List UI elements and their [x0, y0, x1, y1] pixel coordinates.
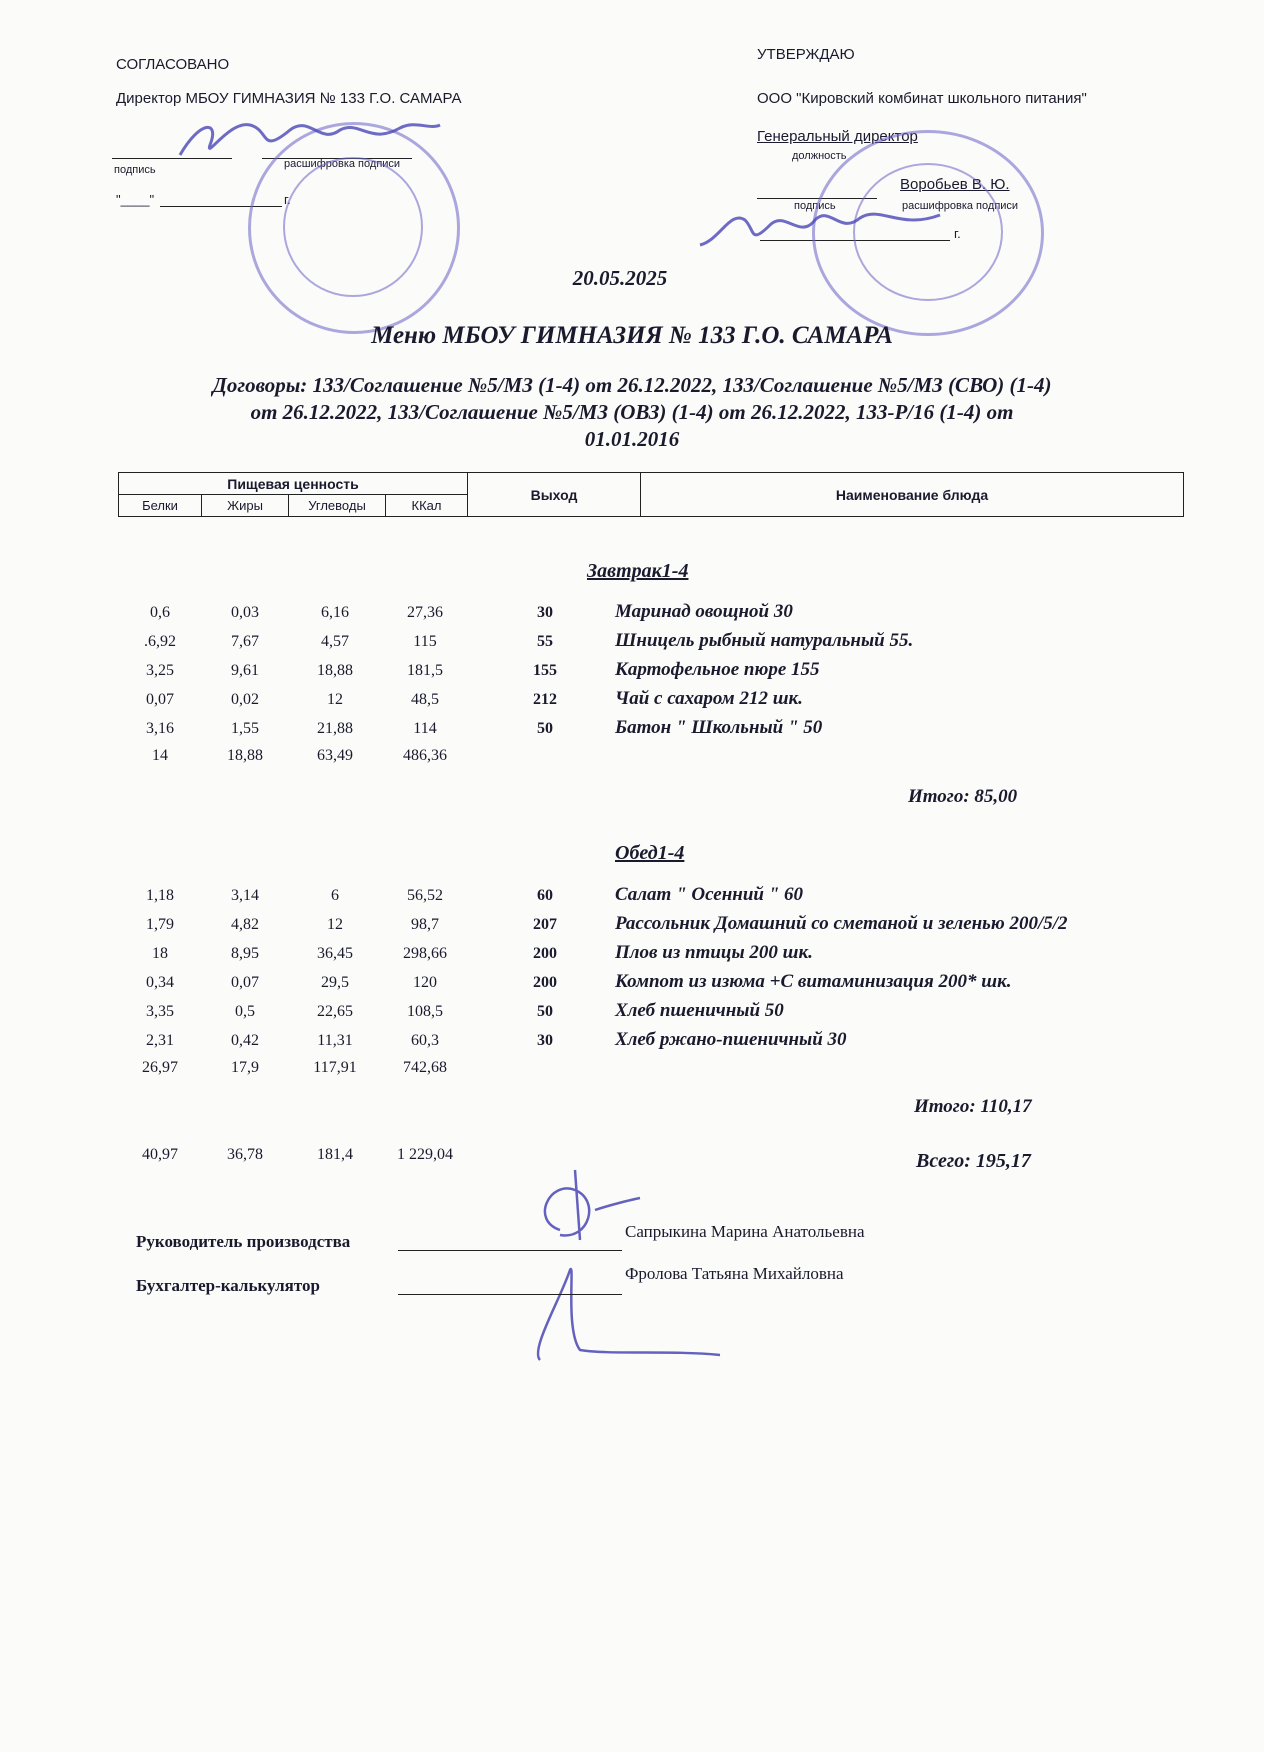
kcal-cell: 48,5	[411, 691, 439, 708]
output-cell: 200	[533, 974, 557, 991]
kcal-cell: 60,3	[411, 1032, 439, 1049]
kcal-sum: 486,36	[403, 747, 447, 764]
dish-name: Батон " Школьный " 50	[615, 717, 823, 738]
agreed-position: Директор МБОУ ГИМНАЗИЯ № 133 Г.О. САМАРА	[116, 90, 462, 107]
approve-signature-caption: подпись	[794, 200, 836, 212]
kcal-cell: 114	[413, 720, 437, 737]
output-cell: 30	[537, 1032, 553, 1049]
kcal-cell: 98,7	[411, 916, 439, 933]
kcal-cell: 298,66	[403, 945, 447, 962]
dish-name: Шницель рыбный натуральный 55.	[615, 630, 914, 651]
carbs-grand: 181,4	[317, 1146, 353, 1163]
proteins-cell: 0,6	[150, 604, 170, 621]
output-cell: 60	[537, 887, 553, 904]
fats-cell: 0,42	[231, 1032, 259, 1049]
header-dish-name: Наименование блюда	[641, 473, 1184, 517]
fats-cell: 7,67	[231, 633, 259, 650]
accountant-role: Бухгалтер-калькулятор	[136, 1276, 320, 1295]
output-cell: 200	[533, 945, 557, 962]
dish-name: Рассольник Домашний со сметаной и зеленью 200/5/2	[615, 913, 1068, 934]
carbs-cell: 4,57	[321, 633, 349, 650]
kcal-sum: 742,68	[403, 1059, 447, 1076]
dish-name: Хлеб пшеничный 50	[615, 1000, 784, 1021]
approve-name: Воробьев В. Ю.	[900, 176, 1010, 193]
dish-name: Плов из птицы 200 шк.	[615, 942, 813, 963]
output-cell: 207	[533, 916, 557, 933]
carbs-cell: 12	[327, 916, 343, 933]
kcal-grand: 1 229,04	[397, 1146, 453, 1163]
fats-cell: 0,02	[231, 691, 259, 708]
approve-position: Генеральный директор	[757, 128, 918, 145]
approve-position-caption: должность	[792, 150, 847, 162]
carbs-cell: 29,5	[321, 974, 349, 991]
header-proteins: Белки	[119, 495, 202, 517]
output-cell: 55	[537, 633, 553, 650]
dish-name: Маринад овощной 30	[615, 601, 793, 622]
header-nutrition: Пищевая ценность	[119, 473, 468, 495]
fats-cell: 0,07	[231, 974, 259, 991]
carbs-cell: 11,31	[317, 1032, 353, 1049]
grand-total: Всего: 195,17	[916, 1150, 1031, 1172]
dish-name: Картофельное пюре 155	[615, 659, 820, 680]
proteins-cell: .6,92	[144, 633, 176, 650]
proteins-cell: 2,31	[146, 1032, 174, 1049]
dish-name: Салат " Осенний " 60	[615, 884, 803, 905]
table-row	[0, 687, 1264, 715]
kcal-cell: 56,52	[407, 887, 443, 904]
table-row	[0, 658, 1264, 686]
proteins-cell: 1,18	[146, 887, 174, 904]
fats-cell: 3,14	[231, 887, 259, 904]
proteins-cell: 0,34	[146, 974, 174, 991]
agreed-decode-caption: расшифровка подписи	[284, 158, 401, 170]
agreed-heading: СОГЛАСОВАНО	[116, 56, 230, 73]
table-row	[0, 999, 1264, 1027]
table-row	[0, 912, 1264, 940]
production-role: Руководитель производства	[136, 1232, 351, 1251]
proteins-cell: 1,79	[146, 916, 174, 933]
approve-year-suffix: г.	[954, 226, 961, 241]
fats-sum: 17,9	[231, 1059, 259, 1076]
output-cell: 212	[533, 691, 557, 708]
carbs-cell: 18,88	[317, 662, 353, 679]
fats-cell: 1,55	[231, 720, 259, 737]
carbs-sum: 63,49	[317, 747, 353, 764]
dish-name: Компот из изюма +С витаминизация 200* шк.	[615, 971, 1012, 992]
output-cell: 50	[537, 1003, 553, 1020]
fats-cell: 0,5	[235, 1003, 255, 1020]
carbs-cell: 6,16	[321, 604, 349, 621]
fats-grand: 36,78	[227, 1146, 263, 1163]
carbs-cell: 36,45	[317, 945, 353, 962]
production-signature-line	[398, 1250, 622, 1251]
proteins-cell: 18	[152, 945, 168, 962]
accountant-name: Фролова Татьяна Михайловна	[625, 1264, 844, 1283]
production-name: Сапрыкина Марина Анатольевна	[625, 1222, 865, 1241]
proteins-sum: 26,97	[142, 1059, 178, 1076]
fats-cell: 4,82	[231, 916, 259, 933]
proteins-cell: 3,16	[146, 720, 174, 737]
fats-cell: 0,03	[231, 604, 259, 621]
carbs-cell: 6	[331, 887, 339, 904]
table-row	[0, 600, 1264, 628]
kcal-cell: 120	[413, 974, 437, 991]
table-row	[0, 716, 1264, 744]
agreed-year-suffix: г.	[284, 192, 291, 207]
fats-cell: 8,95	[231, 945, 259, 962]
lunch-sum-row	[0, 1055, 1264, 1083]
fats-sum: 18,88	[227, 747, 263, 764]
lunch-total: Итого: 110,17	[914, 1096, 1032, 1117]
header-output: Выход	[468, 473, 641, 517]
output-cell: 155	[533, 662, 557, 679]
output-cell: 30	[537, 604, 553, 621]
table-row	[0, 1028, 1264, 1056]
kcal-cell: 27,36	[407, 604, 443, 621]
contracts	[100, 372, 1164, 453]
carbs-sum: 117,91	[313, 1059, 357, 1076]
kcal-cell: 108,5	[407, 1003, 443, 1020]
kcal-cell: 115	[413, 633, 437, 650]
header-fats: Жиры	[202, 495, 289, 517]
dish-name: Чай с сахаром 212 шк.	[615, 688, 803, 709]
menu-date: 20.05.2025	[572, 266, 668, 290]
table-row	[0, 883, 1264, 911]
output-cell: 50	[537, 720, 553, 737]
carbs-cell: 12	[327, 691, 343, 708]
carbs-cell: 22,65	[317, 1003, 353, 1020]
header-kcal: ККал	[386, 495, 468, 517]
table-row	[0, 970, 1264, 998]
breakfast-sum-row	[0, 743, 1264, 771]
proteins-cell: 3,25	[146, 662, 174, 679]
breakfast-total: Итого: 85,00	[908, 786, 1018, 807]
page-title: Меню МБОУ ГИМНАЗИЯ № 133 Г.О. САМАРА	[371, 322, 893, 349]
carbs-cell: 21,88	[317, 720, 353, 737]
table-row	[0, 941, 1264, 969]
fats-cell: 9,61	[231, 662, 259, 679]
agreed-date-line: "____"	[116, 192, 155, 207]
approve-organization: ООО "Кировский комбинат школьного питания"	[757, 90, 1087, 107]
table-row	[0, 629, 1264, 657]
proteins-grand: 40,97	[142, 1146, 178, 1163]
general-director-signature	[690, 200, 950, 260]
approve-decode-caption: расшифровка подписи	[902, 200, 1019, 212]
kcal-cell: 181,5	[407, 662, 443, 679]
breakfast-title: Завтрак1-4	[587, 560, 689, 582]
proteins-cell: 3,35	[146, 1003, 174, 1020]
director-signature	[160, 100, 450, 180]
dish-name: Хлеб ржано-пшеничный 30	[615, 1029, 847, 1050]
lunch-title: Обед1-4	[615, 842, 685, 864]
accountant-signature-line	[398, 1294, 622, 1295]
proteins-sum: 14	[152, 747, 168, 764]
agreed-signature-caption: подпись	[114, 164, 156, 176]
proteins-cell: 0,07	[146, 691, 174, 708]
approve-heading: УТВЕРЖДАЮ	[757, 46, 855, 63]
contracts-line-2: от 26.12.2022, 133/Соглашение №5/МЗ (ОВЗ) (1-4) от 26.12.2022, 133-Р/16 (1-4) от	[250, 400, 1014, 424]
contracts-line-1: Договоры: 133/Соглашение №5/МЗ (1-4) от 26.12.2022, 133/Соглашение №5/МЗ (СВО) (1-4)	[212, 373, 1052, 397]
contracts-line-3: 01.01.2016	[584, 427, 680, 451]
nutrition-table-header	[118, 472, 1184, 517]
header-carbs: Углеводы	[289, 495, 386, 517]
